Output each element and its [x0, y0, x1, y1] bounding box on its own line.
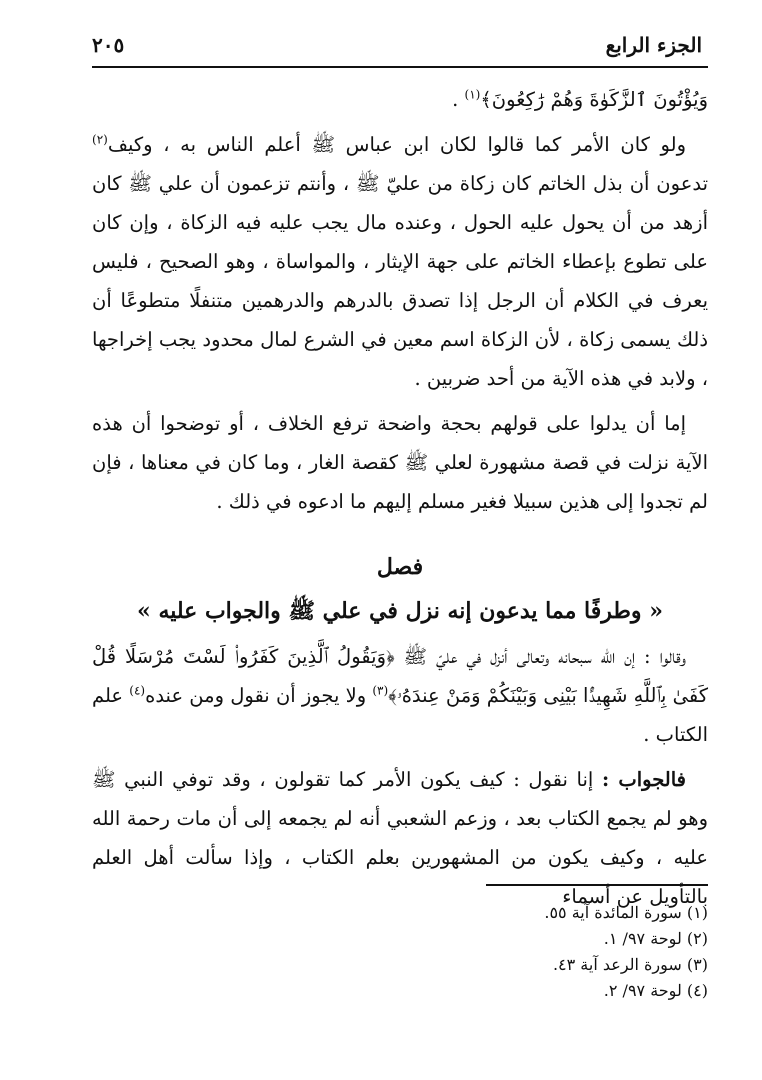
- verse-ending-punctuation: .: [452, 88, 465, 111]
- running-title: الجزء الرابع: [605, 33, 702, 57]
- paragraph-4-text: إنا نقول : كيف يكون الأمر كما تقولون ، وقد توفي النبي ﷺ وهو لم يجمع الكتاب بعد ، وزعم الشعبي أنه لم يجمعه إلى أن مات رحمة الله عليه ، وكيف يكون من المشهورين بعلم الكتاب ، وإذا سألت أهل العلم بالتأويل عن أسماء: [92, 768, 708, 908]
- section-subheading: « وطرفًا مما يدعون إنه نزل في علي ﷺ والجواب عليه »: [137, 598, 663, 624]
- footnote-ref-1: (١): [464, 87, 481, 102]
- page-number: ٢٠٥: [92, 33, 125, 57]
- paragraph-1-part-a: ولو كان الأمر كما قالوا لكان ابن عباس ﷺ أعلم الناس به ، وكيف: [107, 133, 686, 156]
- header-divider: [92, 66, 708, 68]
- paragraph-4: [92, 760, 708, 916]
- paragraph-1: [92, 125, 708, 398]
- footnotes: [308, 900, 708, 1004]
- footnote-divider: [486, 884, 708, 886]
- paragraph-3: [92, 637, 708, 754]
- paragraph-2: إما أن يدلوا على قولهم بحجة واضحة ترفع الخلاف ، أو توضحوا أن هذه الآية نزلت في قصة مشهورة لعلي ﷺ كقصة الغار ، وما كان في معناها ، فإن لم تجدوا إلى هذين سبيلا فغير مسلم إليهم ما ادعوه في ذلك .: [92, 412, 708, 513]
- paragraph-3-quran: ﴿وَيَقُولُ ٱلَّذِينَ كَفَرُوا۟ لَسْتَ مُرْسَلًا قُلْ كَفَىٰ بِٱللَّهِ شَهِيدًۢا بَيْنِى وَبَيْنَكُمْ وَمَنْ عِندَهُۥ﴾: [92, 645, 708, 707]
- paragraph-3-part-b: ولا يجوز أن نقول ومن عنده: [145, 684, 373, 707]
- body-text: [92, 80, 708, 916]
- paragraph-1-part-b: تدعون أن بذل الخاتم كان زكاة من عليّ ﷺ ، وأنتم تزعمون أن علي ﷺ كان أزهد من أن يحول عليه الحول ، وعنده مال يجب عليه فيه الزكاة ، وإن كان على تطوع بإعطاء الخاتم على جهة الإيثار ، والمواساة ، وهو الصحيح ، فليس يعرف في الكلام أن الرجل إذا تصدق بالدرهم والدرهمين متنفلًا متطوعًا أن ذلك يسمى زكاة ، لأن الزكاة اسم معين في الشرع لمال محدود يجب إخراجها ، ولابد في هذه الآية من أحد ضربين .: [92, 172, 708, 390]
- footnote-ref-2: (٢): [92, 132, 108, 147]
- footnote-1: (١) سورة المائدة آية ٥٥.: [544, 903, 708, 922]
- footnote-ref-3: (٣): [372, 683, 389, 698]
- quran-verse-ending: [92, 80, 708, 119]
- section-heading: فصل: [376, 554, 424, 580]
- footnote-4: (٤) لوحة ٩٧/ ٢.: [603, 981, 708, 1000]
- paragraph-3-part-c: علم الكتاب .: [92, 684, 708, 746]
- footnote-3: (٣) سورة الرعد آية ٤٣.: [552, 955, 708, 974]
- paragraph-3-part-a: وقالوا : إن الله سبحانه وتعالى أنزل في عليّ ﷺ: [394, 645, 686, 668]
- answer-lead: فالجواب :: [601, 768, 686, 791]
- footnote-2: (٢) لوحة ٩٧/ ١.: [603, 929, 708, 948]
- page-header: [92, 30, 702, 64]
- quran-text: وَيُؤْتُونَ ٱلزَّكَوٰةَ وَهُمْ رَٰكِعُونَ﴾: [480, 88, 708, 111]
- footnote-ref-4: (٤): [129, 683, 146, 698]
